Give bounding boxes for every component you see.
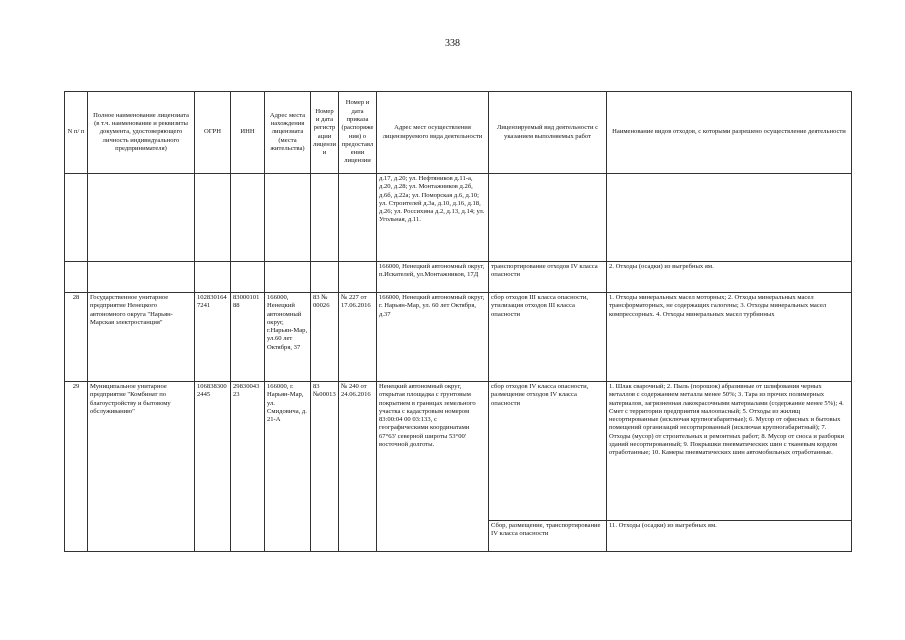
license-registry-table [64, 91, 852, 552]
cell-empty [231, 262, 265, 293]
cell-empty [607, 174, 852, 262]
page-number: 338 [445, 38, 460, 49]
header-activity: Лицензируемый вид деятельности с указанием выполняемых работ [489, 92, 607, 174]
cell-empty [489, 174, 607, 262]
table-row [65, 293, 852, 382]
cell-waste-types: 1. Шлак сварочный; 2. Пыль (порошок) абразивные от шлифования черных металлов с содержанием металла менее 50%; 3. Тара из прочих полимерных материалов, загрязненная лакокрасочными материалами (содержание менее 5%); 4. Смет с территории предприятия малоопасный; 5. Отходы из жилищ несортированные (исключая крупногабаритные); 6. Мусор от офисных и бытовых помещений организаций несортированный (исключая крупногабаритный); 7. Отходы (мусор) от строительных и ремонтных работ; 8. Мусор от сноса и разборки зданий несортированный; 9. Покрышки пневматических шин с тканевым кордом отработанные; 10. Камеры пневматических шин автомобильных отработанные. [607, 382, 852, 521]
header-address: Адрес места нахождения лицензиата (места жительства) [265, 92, 311, 174]
cell-num: 29 [65, 382, 88, 552]
cell-num: 28 [65, 293, 88, 382]
cell-inn: 8300010188 [231, 293, 265, 382]
cell-empty [265, 262, 311, 293]
cell-activity-address: Ненецкий автономный округ, открытая площадка с грунтовым покрытием в границах земельного участка с кадастровым номером 83:00:04 00 03:133, с географическими координатами 67°63' северной широты 53°00' восточной долготы. [377, 382, 489, 552]
cell-empty [311, 174, 339, 262]
header-order: Номер и дата приказа (распоряжения) о предоставлении лицензии [339, 92, 377, 174]
header-activity-address: Адрес мест осуществления лицензируемого вида деятельности [377, 92, 489, 174]
table-row [65, 174, 852, 262]
header-inn: ИНН [231, 92, 265, 174]
header-num: N п/ п [65, 92, 88, 174]
cell-ogrn: 1068383002445 [195, 382, 231, 552]
cell-address: 166000, г. Нарьян-Мар, ул. Смидовича, д. 21-А [265, 382, 311, 552]
cell-waste-types: 2. Отходы (осадки) из выгребных ям. [607, 262, 852, 293]
header-waste-types: Наименование видов отходов, с которыми разрешено осуществление деятельности [607, 92, 852, 174]
cell-name: Государственное унитарное предприятие Ненецкого автономного округа "Нарьян-Марская электростанция" [88, 293, 195, 382]
cell-license-no: 83 №00013 [311, 382, 339, 552]
cell-waste-types: 11. Отходы (осадки) из выгребных ям. [607, 521, 852, 552]
cell-ogrn: 1028301647241 [195, 293, 231, 382]
cell-empty [195, 174, 231, 262]
cell-inn: 2983004323 [231, 382, 265, 552]
cell-license-no: 83 № 00026 [311, 293, 339, 382]
table-header-row [65, 92, 852, 174]
cell-activity-address: 166000, Ненецкий автономный округ, п.Искателей, ул.Монтажников, 17Д [377, 262, 489, 293]
cell-activity: Сбор, размещение, транспортирование IV класса опасности [489, 521, 607, 552]
cell-empty [339, 174, 377, 262]
cell-name: Муниципальное унитарное предприятие "Комбинат по благоустройству и бытовому обслуживанию" [88, 382, 195, 552]
cell-activity: сбор отходов IV класса опасности, размещение отходов IV класса опасности [489, 382, 607, 521]
header-license-no: Номер и дата регистрации лицензии [311, 92, 339, 174]
table-row [65, 382, 852, 521]
header-ogrn: ОГРН [195, 92, 231, 174]
cell-empty [195, 262, 231, 293]
cell-empty [65, 262, 88, 293]
header-name: Полное наименование лицензиата (в т.ч. наименование и реквизиты документа, удостоверяющего личность индивидуального предпринимателя) [88, 92, 195, 174]
cell-empty [88, 174, 195, 262]
table-row [65, 262, 852, 293]
cell-address: 166000, Ненецкий автономный округ, г.Нарьян-Мар, ул.60 лет Октября, 37 [265, 293, 311, 382]
cell-activity-address: 166000, Ненецкий автономный округ, г. Нарьян-Мар, ул. 60 лет Октября, д.37 [377, 293, 489, 382]
cell-waste-types: 1. Отходы минеральных масел моторных; 2. Отходы минеральных масел трансформаторных, не содержащих галогены; 3. Отходы минеральных масел компрессорных. 4. Отходы минеральных масел турбинных [607, 293, 852, 382]
cell-empty [311, 262, 339, 293]
cell-empty [339, 262, 377, 293]
cell-activity: транспортирование отходов IV класса опасности [489, 262, 607, 293]
cell-activity: сбор отходов III класса опасности, утилизация отходов III класса опасности [489, 293, 607, 382]
cell-empty [265, 174, 311, 262]
cell-order: № 240 от 24.06.2016 [339, 382, 377, 552]
cell-empty [88, 262, 195, 293]
cell-empty [231, 174, 265, 262]
cell-activity-address: д.17, д.20; ул. Нефтяников д.11-а, д.20, д.28; ул. Монтажников д.2б, д.6б, д.22а; ул. Поморская д.6, д.10; ул. Строителей д.3а, д.10, д.16, д.18, д.26; ул. Россихина д.2, д.13, д.14; ул. Угольная, д.11. [377, 174, 489, 262]
cell-order: № 227 от 17.06.2016 [339, 293, 377, 382]
cell-empty [65, 174, 88, 262]
